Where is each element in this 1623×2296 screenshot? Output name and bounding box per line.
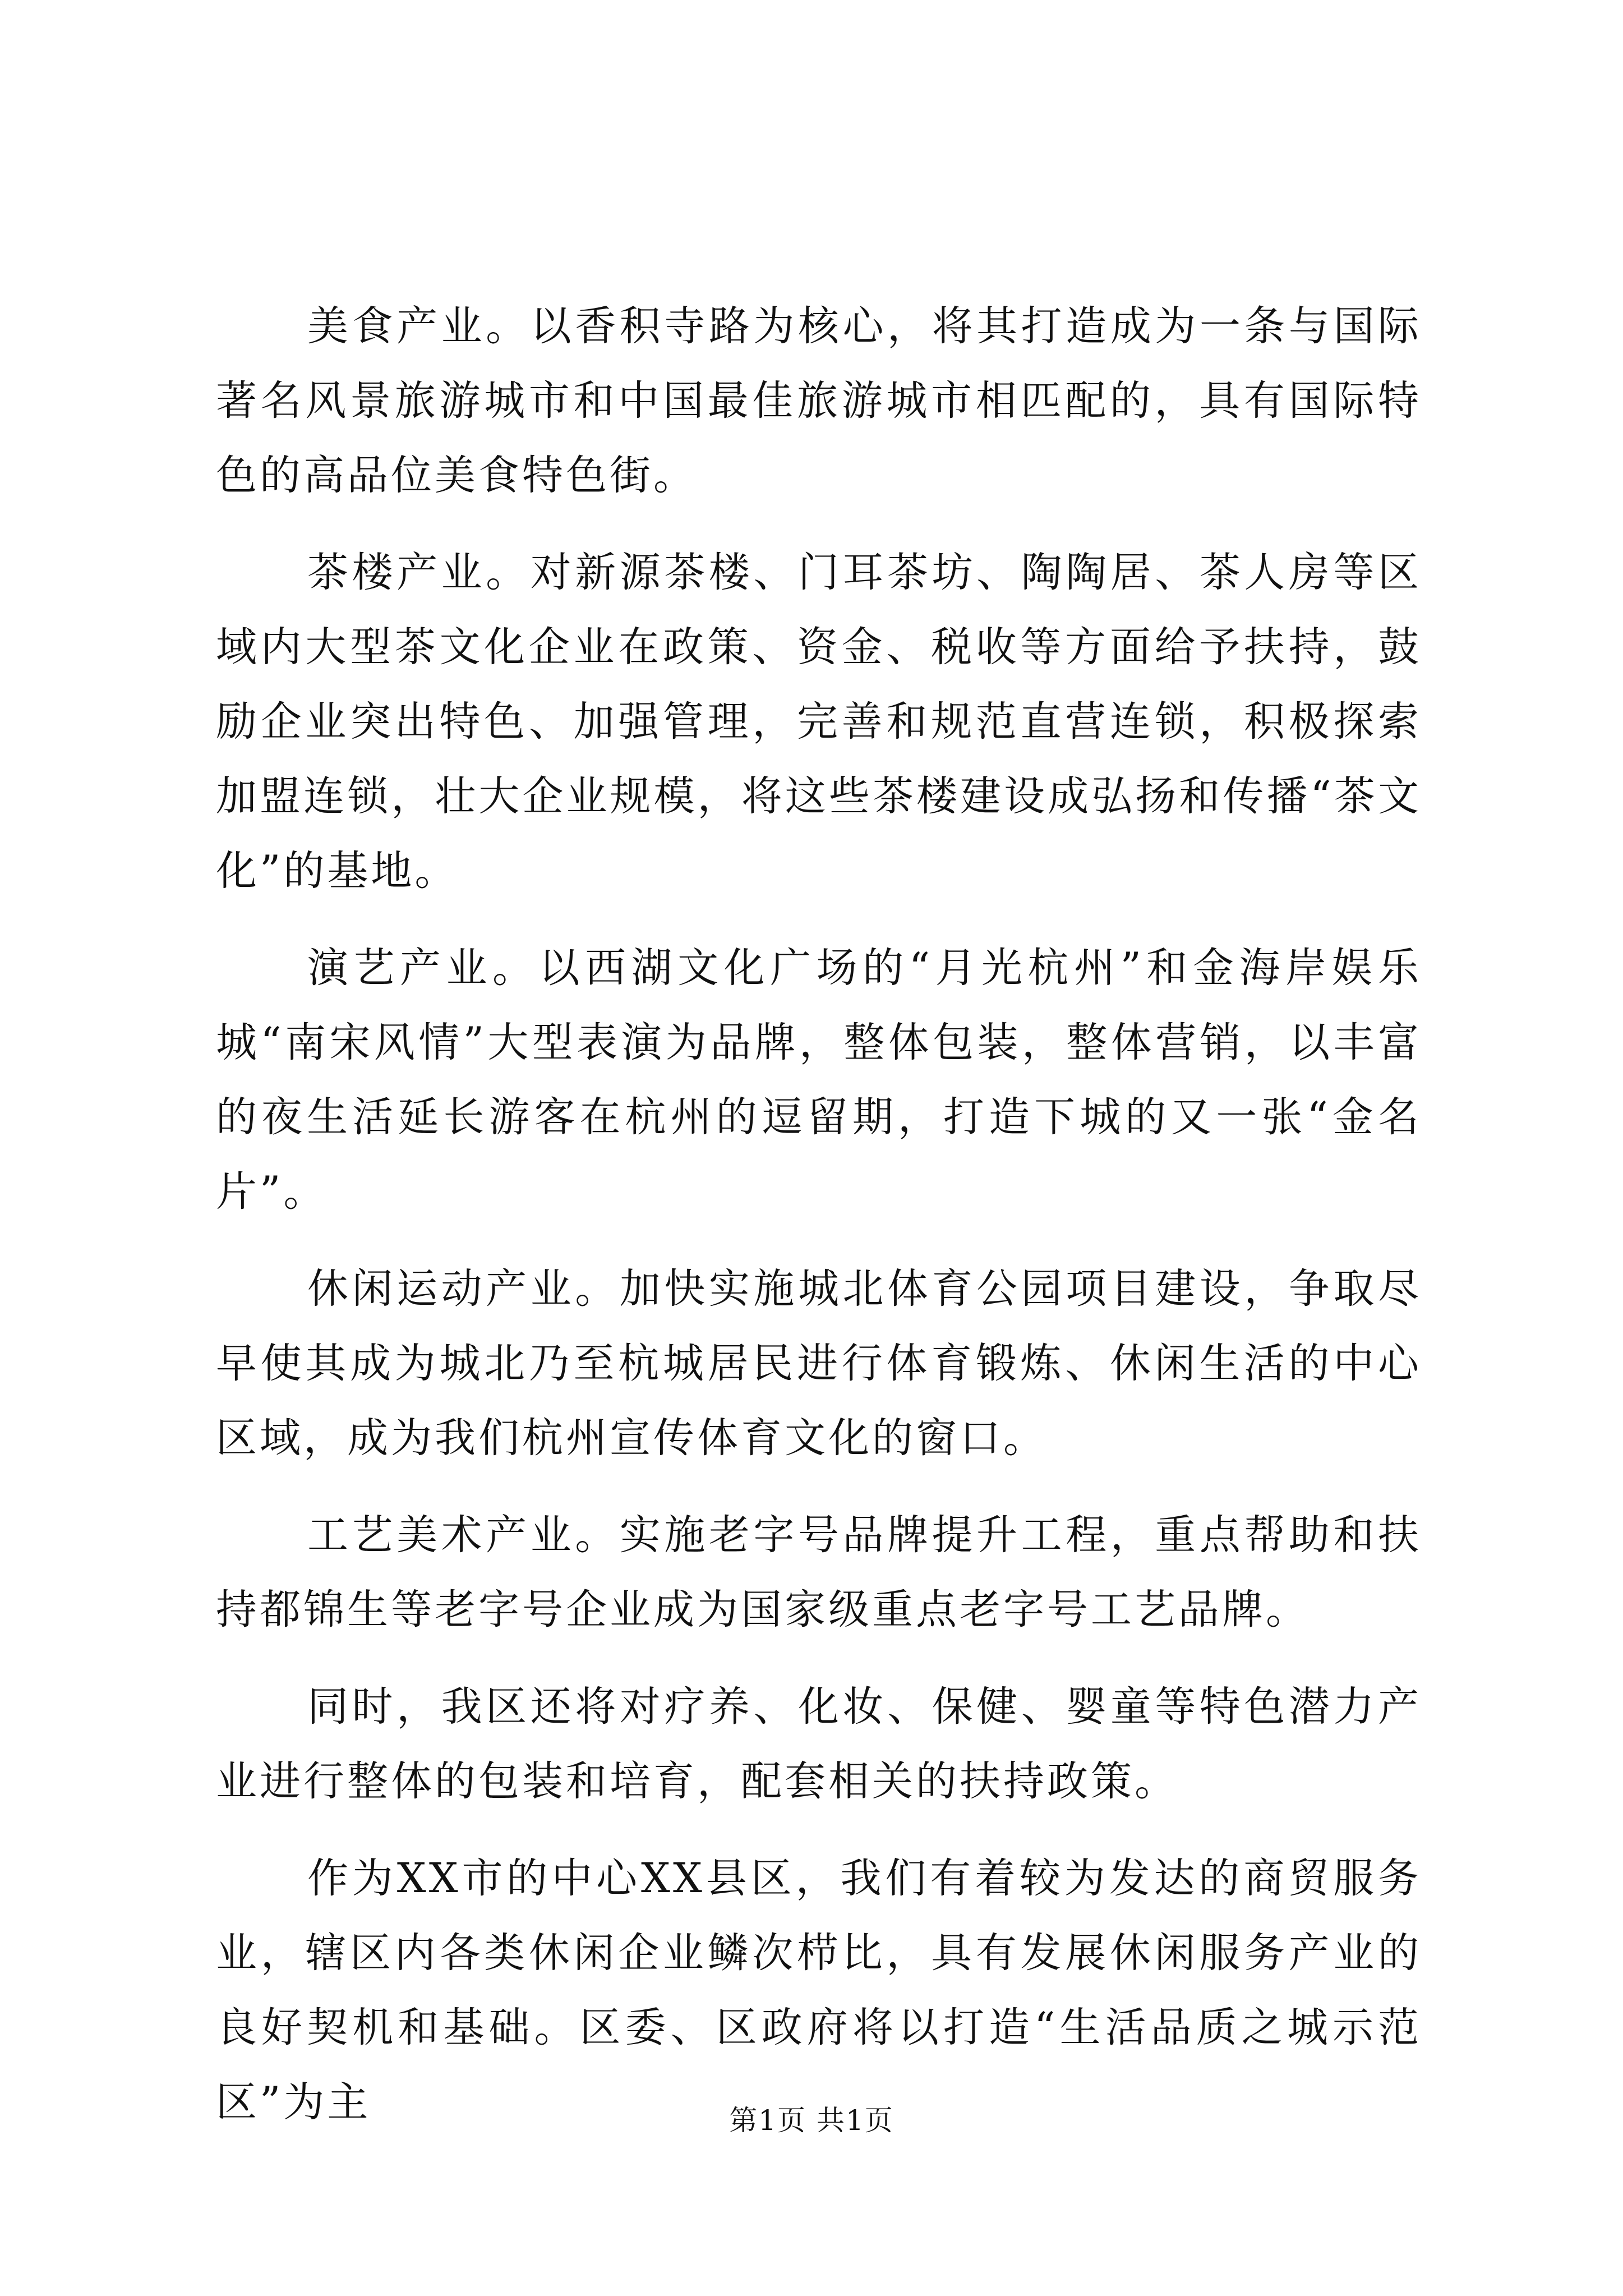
paragraph-district-summary: 作为XX市的中心XX县区，我们有着较为发达的商贸服务业，辖区内各类休闲企业鳞次栉比，具有发展休闲服务产业的良好契机和基础。区委、区政府将以打造“生活品质之城示范区”为主 (216, 1855, 1422, 2126)
paragraph-food-industry: 美食产业。以香积寺路为核心，将其打造成为一条与国际著名风景旅游城市和中国最佳旅游城市相匹配的，具有国际特色的高品位美食特色街。 (216, 302, 1422, 499)
paragraph-potential-industries: 同时，我区还将对疗养、化妆、保健、婴童等特色潜力产业进行整体的包装和培育，配套相关的扶持政策。 (216, 1683, 1422, 1805)
paragraph-teahouse-industry: 茶楼产业。对新源茶楼、门耳茶坊、陶陶居、茶人房等区域内大型茶文化企业在政策、资金、税收等方面给予扶持，鼓励企业突出特色、加强管理，完善和规范直营连锁，积极探索加盟连锁，壮大企业规模，将这些茶楼建设成弘扬和传播“茶文化”的基地。 (216, 549, 1422, 895)
paragraph-performing-arts-industry: 演艺产业。以西湖文化广场的“月光杭州”和金海岸娱乐城“南宋风情”大型表演为品牌，整体包装，整体营销，以丰富的夜生活延长游客在杭州的逗留期，打造下城的又一张“金名片”。 (216, 944, 1422, 1216)
page-footer: 第1页 共1页 (729, 2104, 894, 2137)
paragraph-arts-crafts-industry: 工艺美术产业。实施老字号品牌提升工程，重点帮助和扶持都锦生等老字号企业成为国家级重点老字号工艺品牌。 (216, 1511, 1422, 1634)
document-body (216, 289, 1422, 2162)
paragraph-leisure-sports-industry: 休闲运动产业。加快实施城北体育公园项目建设，争取尽早使其成为城北乃至杭城居民进行体育锻炼、休闲生活的中心区域，成为我们杭州宣传体育文化的窗口。 (216, 1265, 1422, 1462)
